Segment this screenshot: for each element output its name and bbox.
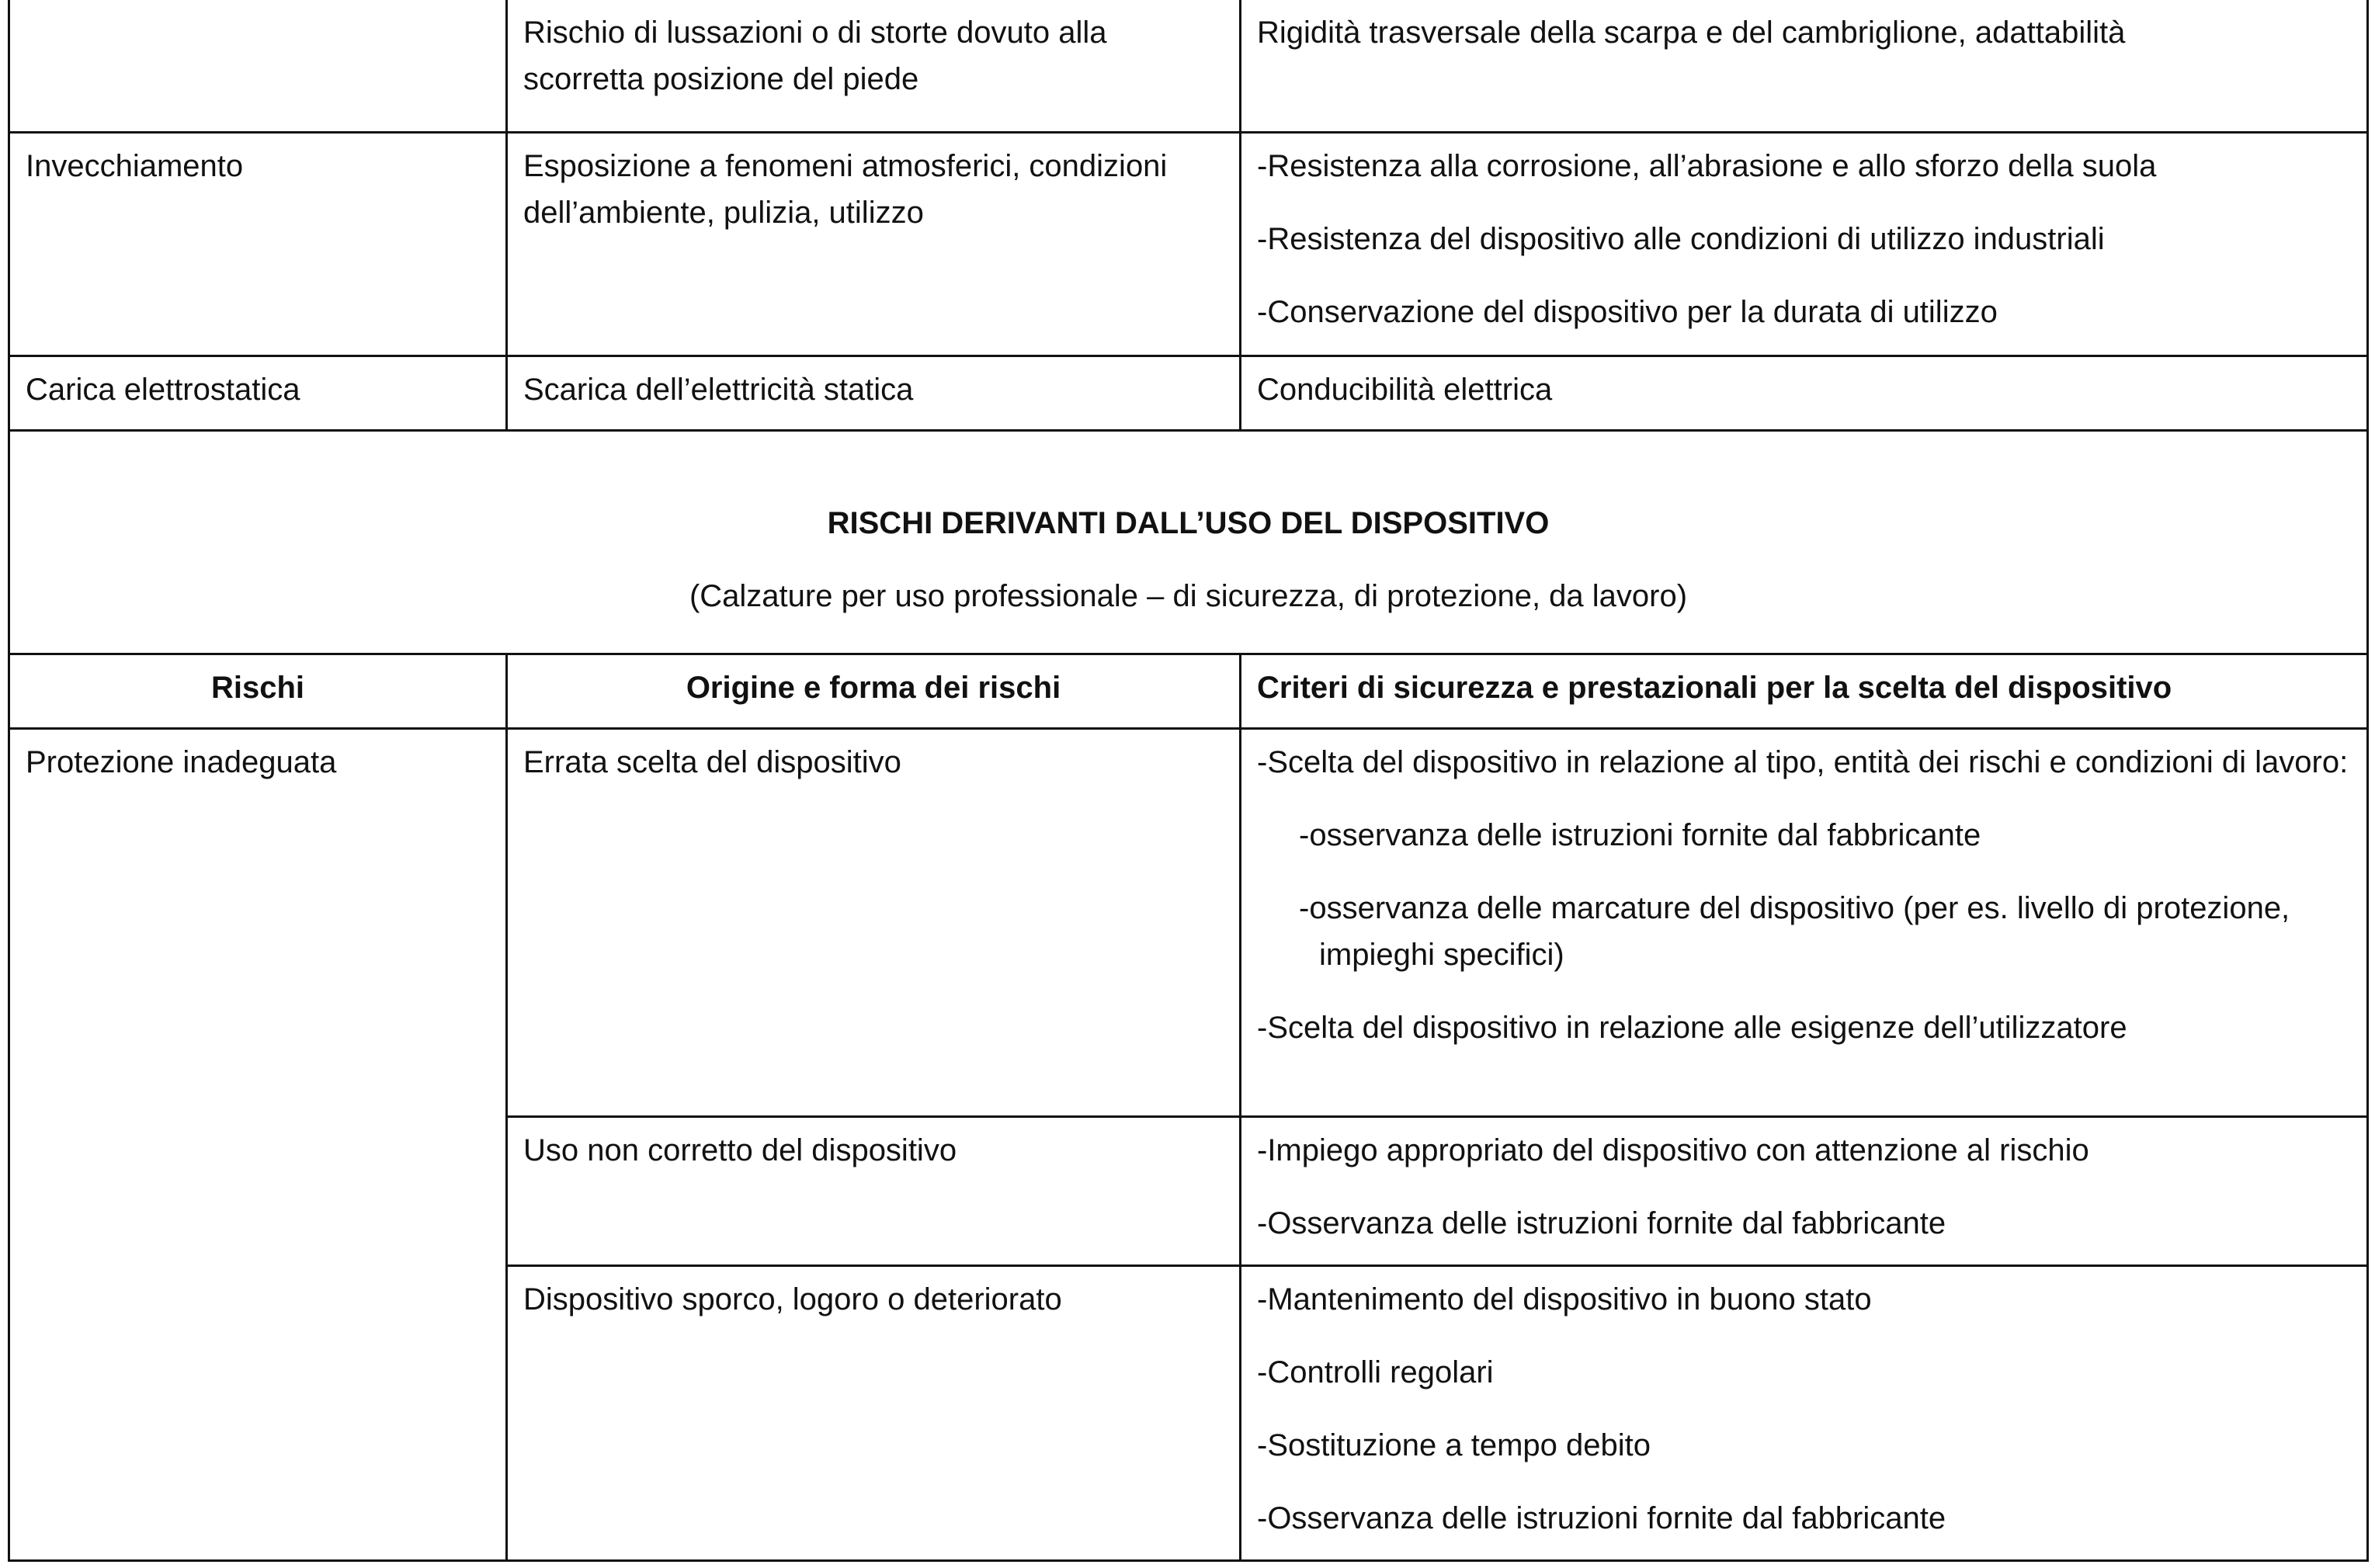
origin-cell <box>507 728 1241 1116</box>
section-cell <box>9 430 2368 654</box>
origin-text: Uso non corretto del dispositivo <box>523 1133 957 1167</box>
header-criteria: Criteri di sicurezza e prestazionali per la scelta del dispositivo <box>1241 654 2368 728</box>
risk-cell <box>9 728 507 1560</box>
criteria-item: Rigidità trasversale della scarpa e del cambriglione, adattabilità <box>1257 16 2126 50</box>
criteria-item: -Impiego appropriato del dispositivo con attenzione al rischio <box>1257 1133 2089 1167</box>
section-subtitle: (Calzature per uso professionale – di sicurezza, di protezione, da lavoro) <box>689 578 1688 613</box>
criteria-item: -Osservanza delle istruzioni fornite dal fabbricante <box>1257 1205 1946 1240</box>
criteria-cell <box>1241 728 2368 1116</box>
origin-cell <box>507 1265 1241 1560</box>
criteria-cell <box>1241 1116 2368 1265</box>
table-row <box>9 132 2368 356</box>
criteria-item: -Scelta del dispositivo in relazione al tipo, entità dei rischi e condizioni di lavoro: <box>1257 744 2349 779</box>
origin-cell <box>507 132 1241 356</box>
origin-cell <box>507 0 1241 132</box>
origin-cell <box>507 356 1241 430</box>
table-row <box>9 0 2368 132</box>
criteria-item: -Osservanza delle istruzioni fornite dal fabbricante <box>1257 1500 1946 1535</box>
criteria-item: -Mantenimento del dispositivo in buono stato <box>1257 1282 1872 1316</box>
table-row <box>9 728 2368 1116</box>
table-row <box>9 356 2368 430</box>
risk-cell <box>9 356 507 430</box>
risk-label: Carica elettrostatica <box>26 372 300 407</box>
origin-cell <box>507 1116 1241 1265</box>
criteria-cell <box>1241 132 2368 356</box>
criteria-subitem: -osservanza delle istruzioni fornite dal fabbricante <box>1299 817 1981 852</box>
criteria-item: -Resistenza alla corrosione, all’abrasione e allo sforzo della suola <box>1257 148 2157 183</box>
origin-text: Rischio di lussazioni o di storte dovuto alla scorretta posizione del piede <box>523 16 1107 96</box>
risk-label: Invecchiamento <box>26 148 244 183</box>
criteria-item: -Resistenza del dispositivo alle condizioni di utilizzo industriali <box>1257 221 2105 256</box>
criteria-item: -Sostituzione a tempo debito <box>1257 1428 1651 1462</box>
criteria-item: -Conservazione del dispositivo per la durata di utilizzo <box>1257 294 1998 329</box>
risk-label: Protezione inadeguata <box>26 744 337 779</box>
origin-text: Esposizione a fenomeni atmosferici, condizioni dell’ambiente, pulizia, utilizzo <box>523 148 1168 230</box>
origin-text: Dispositivo sporco, logoro o deteriorato <box>523 1282 1062 1316</box>
origin-text: Errata scelta del dispositivo <box>523 744 901 779</box>
risk-cell <box>9 132 507 356</box>
risk-cell <box>9 0 507 132</box>
header-row <box>9 654 2368 728</box>
header-risks: Rischi <box>9 654 507 728</box>
criteria-cell <box>1241 356 2368 430</box>
criteria-item: -Scelta del dispositivo in relazione alle esigenze dell’utilizzatore <box>1257 1010 2127 1045</box>
criteria-cell <box>1241 1265 2368 1560</box>
risk-table <box>8 0 2369 1562</box>
criteria-subitem: -osservanza delle marcature del dispositivo (per es. livello di protezione, impieghi specifici) <box>1299 890 2290 972</box>
criteria-cell <box>1241 0 2368 132</box>
header-origin: Origine e forma dei rischi <box>507 654 1241 728</box>
section-row <box>9 430 2368 654</box>
section-title: RISCHI DERIVANTI DALL’USO DEL DISPOSITIVO <box>827 505 1550 540</box>
origin-text: Scarica dell’elettricità statica <box>523 372 914 407</box>
criteria-item: Conducibilità elettrica <box>1257 372 1553 407</box>
criteria-item: -Controlli regolari <box>1257 1355 1494 1389</box>
